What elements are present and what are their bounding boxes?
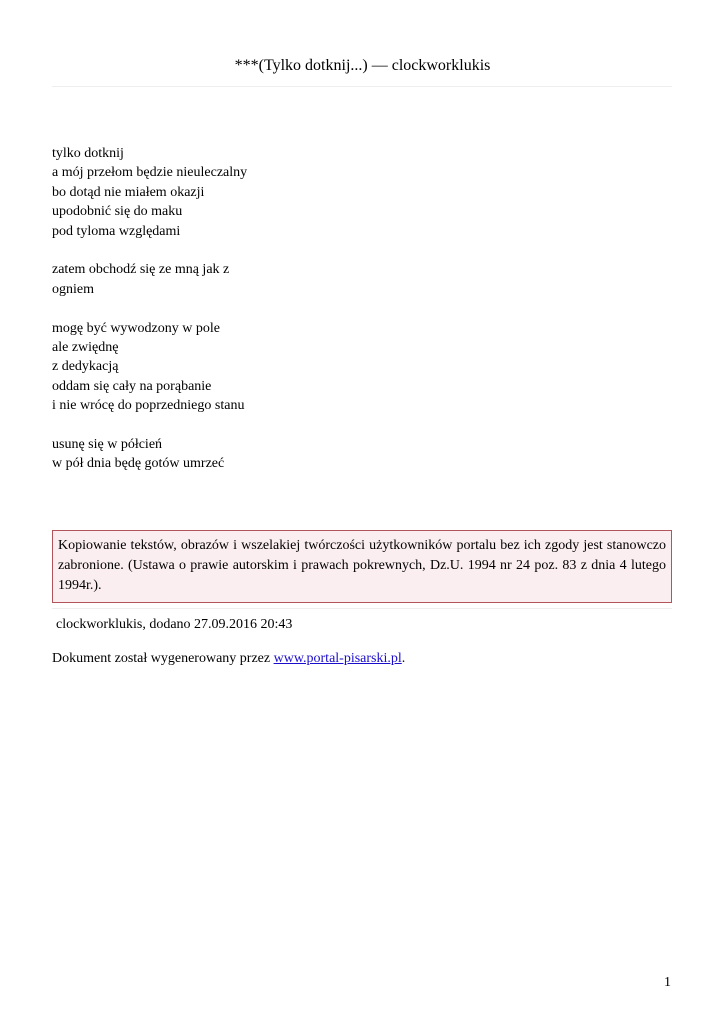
poem-body: [52, 144, 612, 474]
generated-by-suffix: .: [401, 651, 406, 666]
poem-stanza: [52, 319, 612, 416]
poem-line: w pół dnia będę gotów umrzeć: [52, 456, 225, 472]
page-number: 1: [664, 975, 671, 990]
poem-line: oddam się cały na porąbanie: [52, 378, 212, 394]
footer-divider: [52, 608, 672, 609]
poem-line: ogniem: [52, 281, 94, 297]
poem-line: i nie wrócę do poprzedniego stanu: [52, 398, 245, 414]
poem-line: tylko dotknij: [52, 146, 124, 161]
document-title: ***(Tylko dotknij...) — clockworklukis: [234, 57, 491, 74]
poem-line: a mój przełom będzie nieuleczalny: [52, 165, 248, 181]
generated-by-prefix: Dokument został wygenerowany przez: [52, 651, 274, 666]
poem-stanza: [52, 435, 612, 474]
poem-line: z dedykacją: [52, 359, 119, 375]
poem-line: mogę być wywodzony w pole: [52, 320, 220, 336]
poem-line: upodobnić się do maku: [52, 204, 183, 220]
poem-line: pod tyloma względami: [52, 223, 181, 239]
generated-by-line: [52, 649, 405, 669]
poem-line: usunę się w półcień: [52, 437, 163, 453]
copyright-notice: Kopiowanie tekstów, obrazów i wszelakiej twórczości użytkowników portalu bez ich zgody jest stanowczo zabronione. (Ustawa o prawie autorskim i prawach pokrewnych, Dz.U. 1994 nr 24 poz. 83 z dnia 4 lutego 1994r.).: [52, 530, 672, 603]
portal-link[interactable]: www.portal-pisarski.pl: [273, 651, 402, 666]
poem-stanza: [52, 260, 612, 299]
poem-stanza: [52, 144, 612, 241]
author-date-line: clockworklukis, dodano 27.09.2016 20:43: [56, 617, 293, 632]
poem-line: ale zwiędnę: [52, 340, 119, 356]
poem-line: zatem obchodź się ze mną jak z: [52, 262, 230, 278]
poem-line: bo dotąd nie miałem okazji: [52, 184, 205, 200]
title-divider: [52, 86, 672, 87]
